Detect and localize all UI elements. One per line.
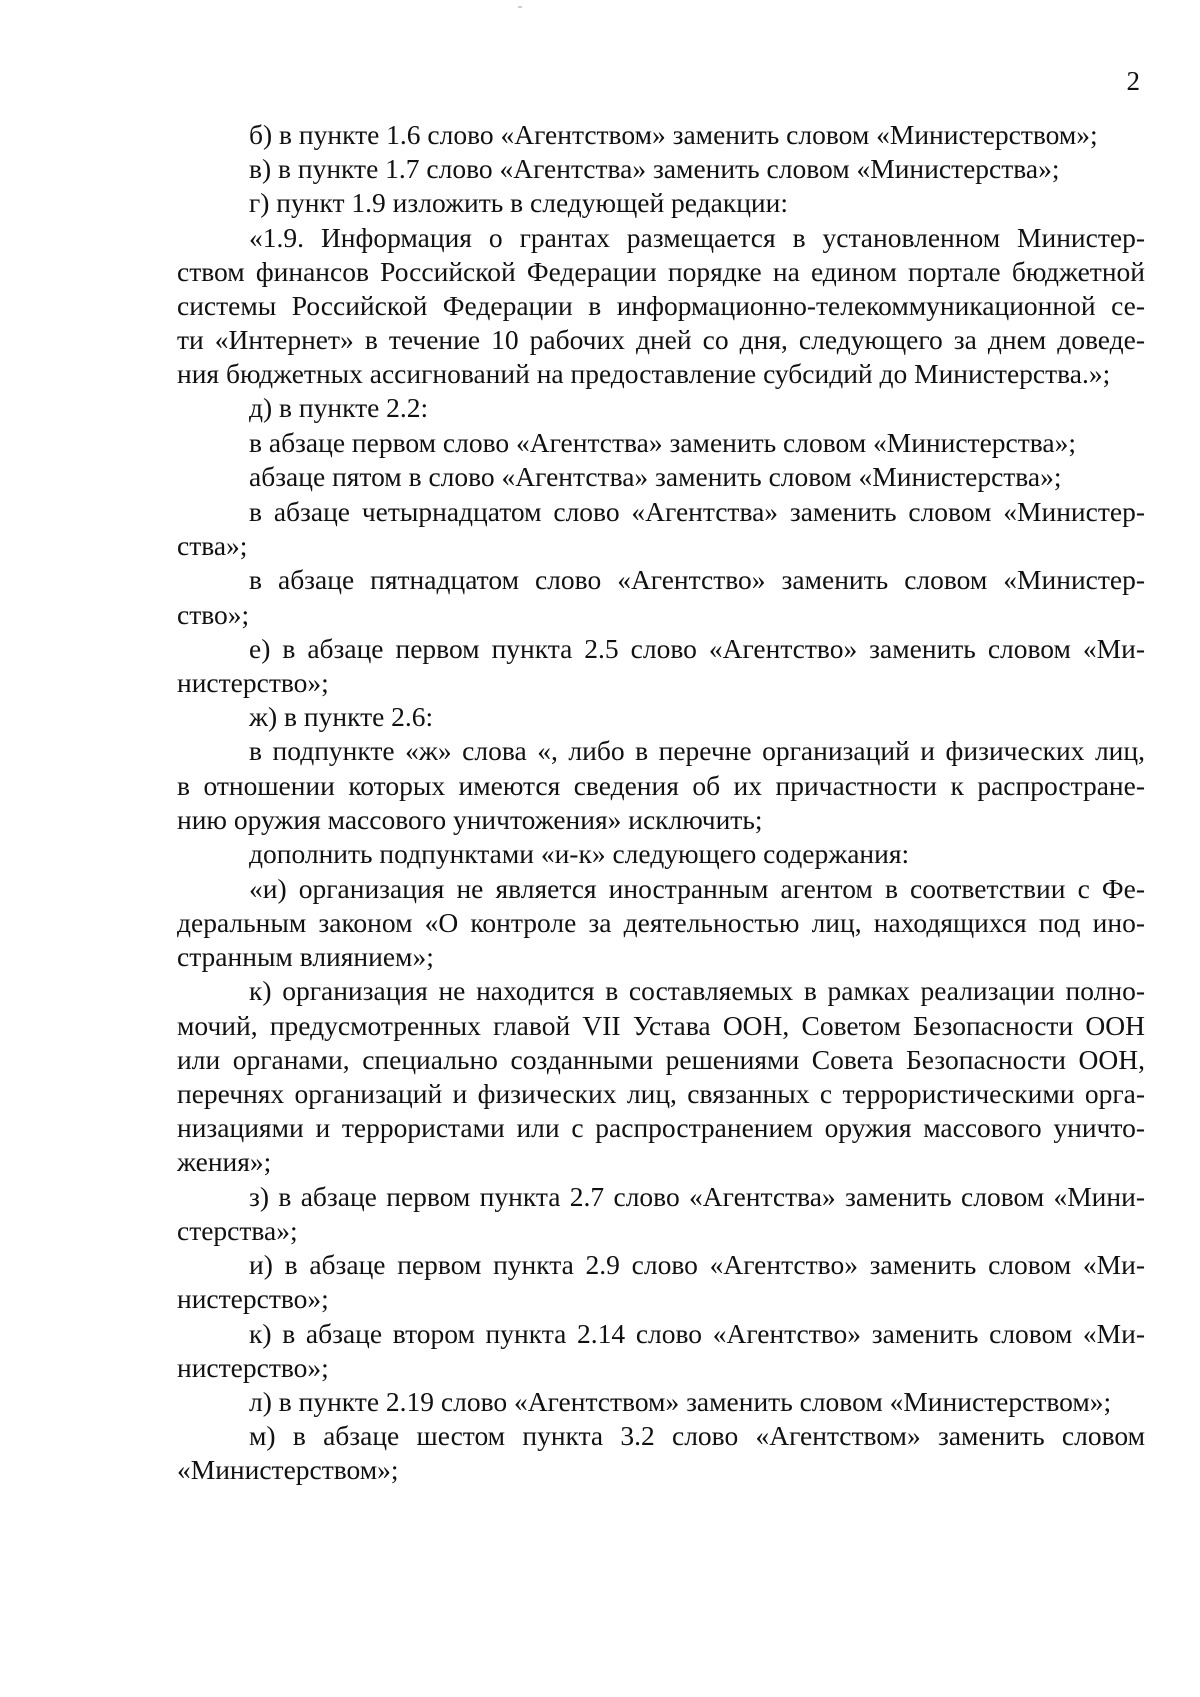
text-line: низациями и террористами или с распространением оружия массового уничто-: [177, 1112, 1145, 1143]
text-line: деральным законом «О контроле за деятельностью лиц, находящихся под ино-: [177, 907, 1145, 938]
text-line: ством финансов Российской Федерации порядке на едином портале бюджетной: [177, 256, 1145, 287]
text-line: системы Российской Федерации в информационно-телекоммуникационной се-: [177, 290, 1145, 321]
scan-speck: [518, 6, 522, 8]
text-line: д) в пункте 2.2:: [249, 392, 429, 423]
text-line: г) пункт 1.9 изложить в следующей редакции:: [249, 187, 788, 218]
text-line: ства»;: [177, 530, 248, 561]
text-line: к) в абзаце втором пункта 2.14 слово «Агентство» заменить словом «Ми-: [249, 1318, 1145, 1349]
text-line: б) в пункте 1.6 слово «Агентством» заменить словом «Министерством»;: [249, 119, 1098, 150]
text-line: жения»;: [177, 1146, 272, 1177]
text-line: к) организация не находится в составляемых в рамках реализации полно-: [249, 975, 1145, 1006]
text-line: «и) организация не является иностранным агентом в соответствии с Фе-: [249, 873, 1145, 904]
text-line: в подпункте «ж» слова «, либо в перечне организаций и физических лиц,: [249, 735, 1145, 766]
text-line: нистерство»;: [177, 667, 329, 698]
text-line: перечнях организаций и физических лиц, связанных с террористическими орга-: [177, 1078, 1145, 1109]
text-line: ство»;: [177, 599, 250, 630]
text-line: в) в пункте 1.7 слово «Агентства» заменить словом «Министерства»;: [249, 153, 1060, 184]
text-line: «Министерством»;: [177, 1454, 399, 1485]
text-line: нистерство»;: [177, 1352, 329, 1383]
text-line: нию оружия массового уничтожения» исключить;: [177, 804, 763, 835]
text-line: нистерство»;: [177, 1283, 329, 1314]
text-line: в отношении которых имеются сведения об их причастности к распростране-: [177, 770, 1145, 801]
text-line: в абзаце четырнадцатом слово «Агентства» заменить словом «Министер-: [249, 496, 1145, 527]
text-line: стерства»;: [177, 1215, 298, 1246]
text-line: в абзаце пятнадцатом слово «Агентство» заменить словом «Министер-: [249, 564, 1145, 595]
text-line: дополнить подпунктами «и-к» следующего содержания:: [249, 838, 910, 869]
text-line: странным влиянием»;: [177, 941, 434, 972]
text-line: з) в абзаце первом пункта 2.7 слово «Агентства» заменить словом «Мини-: [249, 1181, 1145, 1212]
text-line: мочий, предусмотренных главой VII Устава ООН, Советом Безопасности ООН: [177, 1010, 1145, 1041]
text-line: в абзаце первом слово «Агентства» заменить словом «Министерства»;: [249, 427, 1076, 458]
text-line: ти «Интернет» в течение 10 рабочих дней со дня, следующего за днем доведе-: [177, 324, 1145, 355]
text-line: «1.9. Информация о грантах размещается в установленном Министер-: [249, 222, 1145, 253]
text-line: ж) в пункте 2.6:: [249, 701, 434, 732]
text-line: ния бюджетных ассигнований на предоставление субсидий до Министерства.»;: [177, 358, 1111, 389]
text-line: или органами, специально созданными решениями Совета Безопасности ООН,: [177, 1044, 1145, 1075]
text-line: абзаце пятом в слово «Агентства» заменить словом «Министерства»;: [249, 461, 1062, 492]
text-line: м) в абзаце шестом пункта 3.2 слово «Агентством» заменить словом: [249, 1420, 1145, 1451]
text-line: е) в абзаце первом пункта 2.5 слово «Агентство» заменить словом «Ми-: [249, 633, 1145, 664]
text-line: и) в абзаце первом пункта 2.9 слово «Агентство» заменить словом «Ми-: [249, 1249, 1145, 1280]
text-line: л) в пункте 2.19 слово «Агентством» заменить словом «Министерством»;: [249, 1386, 1112, 1417]
page-number: 2: [1126, 66, 1140, 96]
